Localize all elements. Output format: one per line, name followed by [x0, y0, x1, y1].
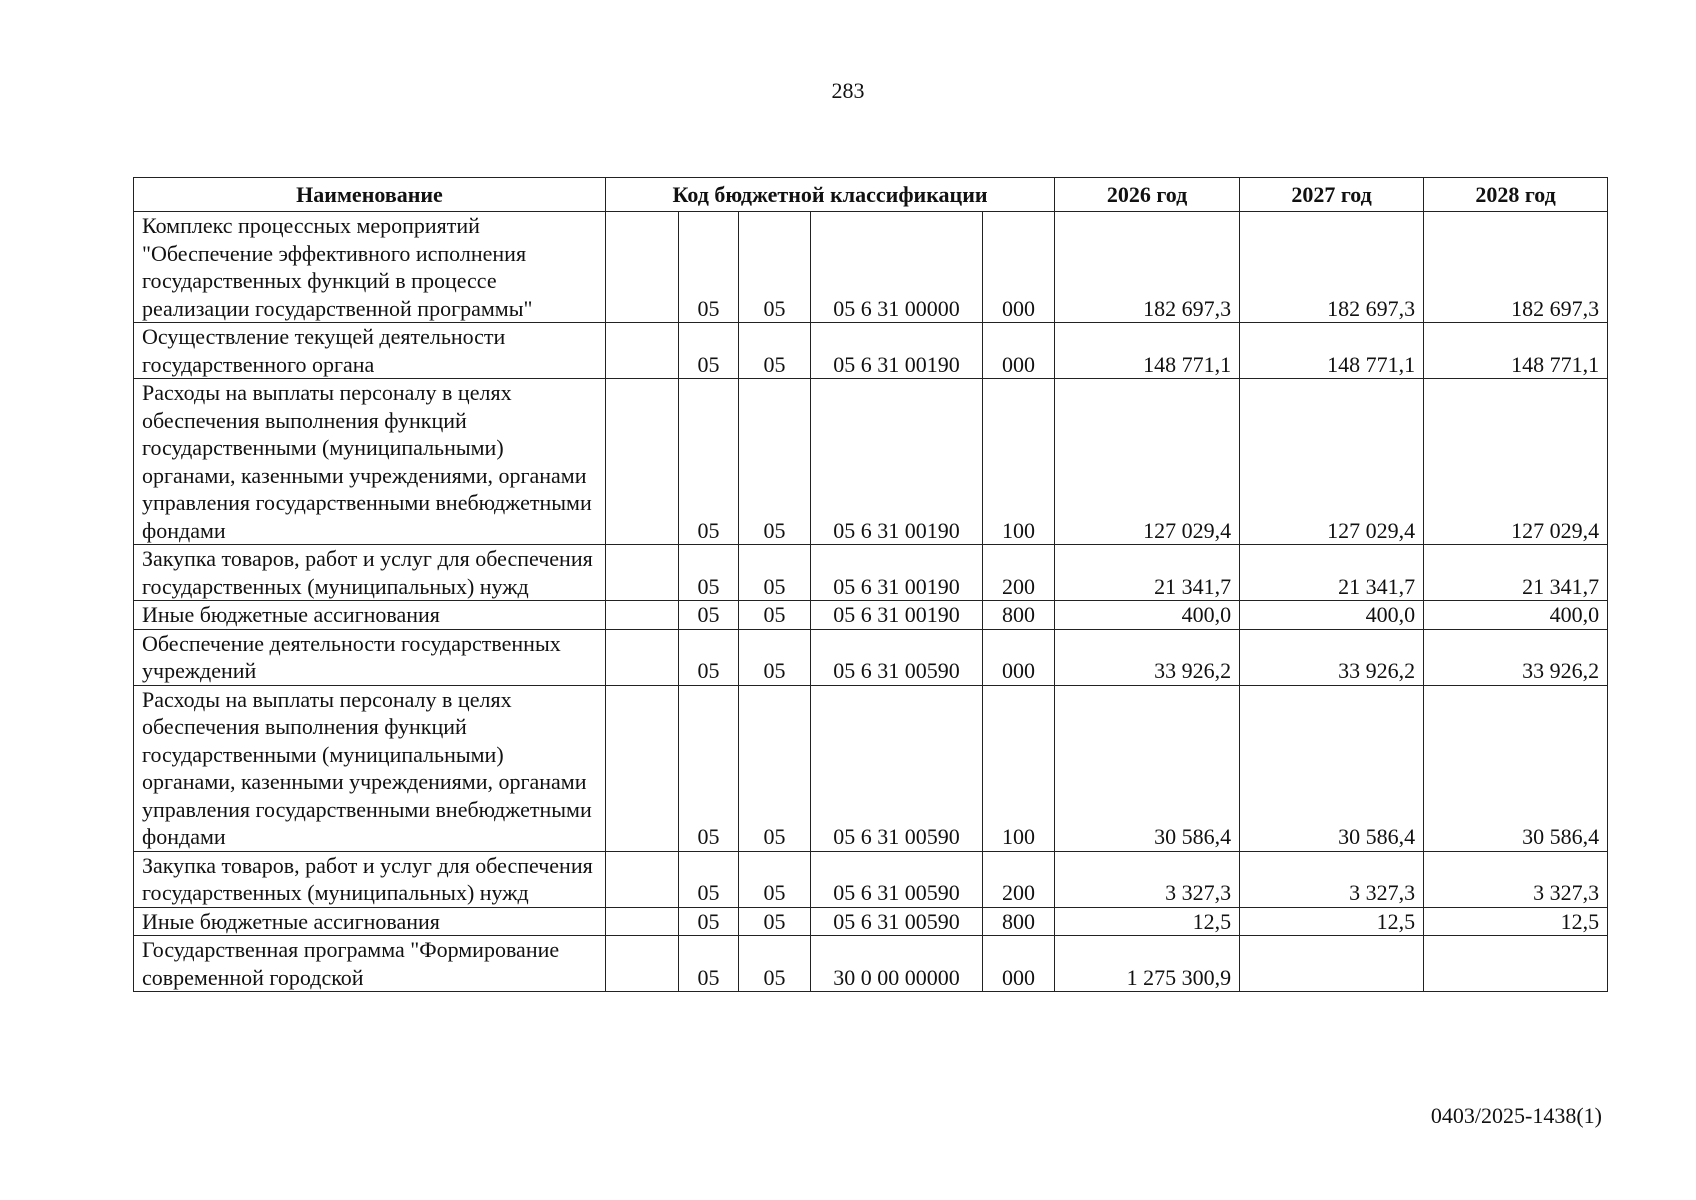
row-value-2028: 33 926,2	[1424, 629, 1608, 685]
row-name: Расходы на выплаты персоналу в целях обеспечения выполнения функций государственными (муниципальными) органами, казенными учреждениями, органами управления государственными внебюджетными фондами	[134, 379, 606, 545]
row-subsection-code: 05	[739, 685, 811, 851]
row-value-2027	[1240, 936, 1424, 992]
row-name: Иные бюджетные ассигнования	[134, 601, 606, 630]
budget-table	[133, 177, 1608, 992]
row-name: Государственная программа "Формирование современной городской	[134, 936, 606, 992]
row-value-2028: 12,5	[1424, 907, 1608, 936]
row-subsection-code: 05	[739, 379, 811, 545]
row-value-2028: 3 327,3	[1424, 851, 1608, 907]
row-target-code: 05 6 31 00590	[811, 851, 983, 907]
page-number: 283	[831, 78, 865, 103]
row-value-2028: 182 697,3	[1424, 212, 1608, 323]
row-value-2026: 182 697,3	[1055, 212, 1240, 323]
row-empty-cell	[606, 545, 679, 601]
row-subsection-code: 05	[739, 212, 811, 323]
row-value-2028	[1424, 936, 1608, 992]
row-section-code: 05	[679, 629, 739, 685]
table-row	[134, 545, 1608, 601]
row-section-code: 05	[679, 601, 739, 630]
row-empty-cell	[606, 601, 679, 630]
document-id: 0403/2025-1438(1)	[1430, 1103, 1602, 1128]
row-empty-cell	[606, 685, 679, 851]
row-empty-cell	[606, 851, 679, 907]
row-name: Осуществление текущей деятельности государственного органа	[134, 323, 606, 379]
row-section-code: 05	[679, 545, 739, 601]
row-subsection-code: 05	[739, 851, 811, 907]
row-value-2028: 400,0	[1424, 601, 1608, 630]
row-name: Обеспечение деятельности государственных учреждений	[134, 629, 606, 685]
row-value-2026: 12,5	[1055, 907, 1240, 936]
row-value-2026: 3 327,3	[1055, 851, 1240, 907]
row-subsection-code: 05	[739, 936, 811, 992]
row-value-2027: 33 926,2	[1240, 629, 1424, 685]
row-target-code: 05 6 31 00190	[811, 545, 983, 601]
row-value-2027: 127 029,4	[1240, 379, 1424, 545]
header-2028: 2028 год	[1424, 178, 1608, 212]
row-value-2027: 400,0	[1240, 601, 1424, 630]
row-value-2027: 21 341,7	[1240, 545, 1424, 601]
row-expense-type-code: 200	[983, 545, 1055, 601]
row-name: Расходы на выплаты персоналу в целях обеспечения выполнения функций государственными (муниципальными) органами, казенными учреждениями, органами управления государственными внебюджетными фондами	[134, 685, 606, 851]
row-target-code: 05 6 31 00000	[811, 212, 983, 323]
row-value-2028: 21 341,7	[1424, 545, 1608, 601]
row-target-code: 05 6 31 00190	[811, 323, 983, 379]
table-row	[134, 323, 1608, 379]
row-expense-type-code: 200	[983, 851, 1055, 907]
row-expense-type-code: 000	[983, 323, 1055, 379]
row-target-code: 30 0 00 00000	[811, 936, 983, 992]
row-name: Комплекс процессных мероприятий "Обеспечение эффективного исполнения государственных функций в процессе реализации государственной программы"	[134, 212, 606, 323]
row-section-code: 05	[679, 379, 739, 545]
row-section-code: 05	[679, 851, 739, 907]
table-row	[134, 629, 1608, 685]
row-expense-type-code: 100	[983, 379, 1055, 545]
row-value-2028: 30 586,4	[1424, 685, 1608, 851]
row-expense-type-code: 000	[983, 212, 1055, 323]
row-value-2028: 148 771,1	[1424, 323, 1608, 379]
row-name: Иные бюджетные ассигнования	[134, 907, 606, 936]
row-value-2026: 148 771,1	[1055, 323, 1240, 379]
table-row	[134, 907, 1608, 936]
row-section-code: 05	[679, 936, 739, 992]
row-value-2026: 21 341,7	[1055, 545, 1240, 601]
row-value-2027: 182 697,3	[1240, 212, 1424, 323]
table-row	[134, 685, 1608, 851]
table-row	[134, 601, 1608, 630]
row-expense-type-code: 000	[983, 936, 1055, 992]
header-code: Код бюджетной классификации	[606, 178, 1055, 212]
row-value-2026: 33 926,2	[1055, 629, 1240, 685]
row-section-code: 05	[679, 685, 739, 851]
row-empty-cell	[606, 907, 679, 936]
row-subsection-code: 05	[739, 323, 811, 379]
table-header-row	[134, 178, 1608, 212]
row-empty-cell	[606, 629, 679, 685]
table-row	[134, 851, 1608, 907]
row-subsection-code: 05	[739, 545, 811, 601]
header-2027: 2027 год	[1240, 178, 1424, 212]
row-value-2027: 30 586,4	[1240, 685, 1424, 851]
row-target-code: 05 6 31 00190	[811, 379, 983, 545]
row-expense-type-code: 100	[983, 685, 1055, 851]
row-value-2026: 400,0	[1055, 601, 1240, 630]
row-value-2026: 127 029,4	[1055, 379, 1240, 545]
row-empty-cell	[606, 323, 679, 379]
row-value-2026: 1 275 300,9	[1055, 936, 1240, 992]
row-expense-type-code: 800	[983, 601, 1055, 630]
row-subsection-code: 05	[739, 629, 811, 685]
row-section-code: 05	[679, 907, 739, 936]
table-row	[134, 936, 1608, 992]
row-section-code: 05	[679, 212, 739, 323]
row-expense-type-code: 800	[983, 907, 1055, 936]
row-target-code: 05 6 31 00190	[811, 601, 983, 630]
row-name: Закупка товаров, работ и услуг для обеспечения государственных (муниципальных) нужд	[134, 851, 606, 907]
row-target-code: 05 6 31 00590	[811, 685, 983, 851]
header-2026: 2026 год	[1055, 178, 1240, 212]
row-empty-cell	[606, 936, 679, 992]
row-section-code: 05	[679, 323, 739, 379]
row-empty-cell	[606, 212, 679, 323]
table-row	[134, 379, 1608, 545]
row-value-2026: 30 586,4	[1055, 685, 1240, 851]
row-name: Закупка товаров, работ и услуг для обеспечения государственных (муниципальных) нужд	[134, 545, 606, 601]
row-subsection-code: 05	[739, 907, 811, 936]
row-target-code: 05 6 31 00590	[811, 907, 983, 936]
row-empty-cell	[606, 379, 679, 545]
row-subsection-code: 05	[739, 601, 811, 630]
row-value-2028: 127 029,4	[1424, 379, 1608, 545]
row-value-2027: 3 327,3	[1240, 851, 1424, 907]
row-target-code: 05 6 31 00590	[811, 629, 983, 685]
row-expense-type-code: 000	[983, 629, 1055, 685]
table-row	[134, 212, 1608, 323]
row-value-2027: 148 771,1	[1240, 323, 1424, 379]
row-value-2027: 12,5	[1240, 907, 1424, 936]
header-name: Наименование	[134, 178, 606, 212]
